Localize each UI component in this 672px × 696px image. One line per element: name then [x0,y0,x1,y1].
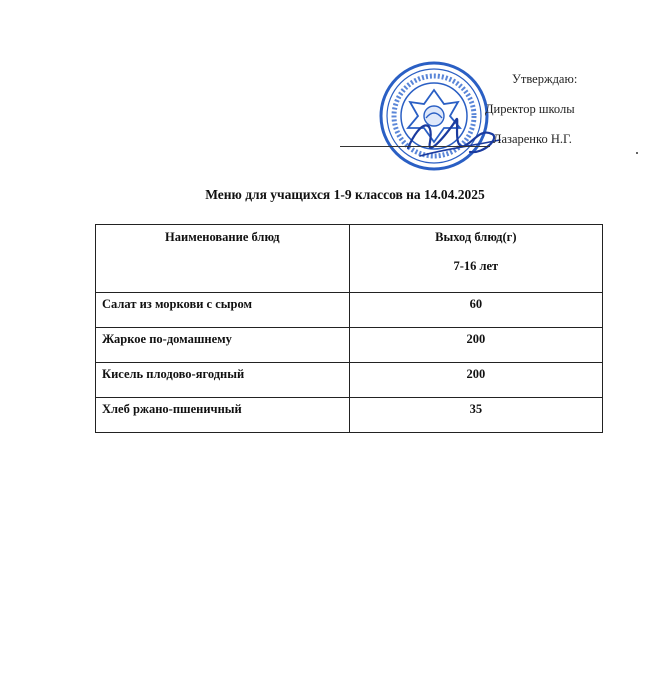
stray-dot [636,152,638,154]
header-yield [349,225,602,293]
table-header-row [96,225,603,293]
dish-yield-cell: 200 [349,363,602,398]
dish-name-cell: Жаркое по-домашнему [96,328,350,363]
table-row [96,398,603,433]
dish-yield-cell: 35 [349,398,602,433]
dish-name-cell: Кисель плодово-ягодный [96,363,350,398]
dish-yield-cell: 60 [349,293,602,328]
table-row [96,293,603,328]
table-row [96,328,603,363]
dish-name-cell: Салат из моркови с сыром [96,293,350,328]
menu-table [95,224,603,433]
dish-yield-cell: 200 [349,328,602,363]
dish-name-cell: Хлеб ржано-пшеничный [96,398,350,433]
director-position: Директор школы [485,102,575,116]
header-dish-name: Наименование блюд [96,225,350,293]
approval-block [340,60,600,180]
approve-label: Утверждаю: [512,72,578,86]
signature-line [340,146,490,147]
page-title: Меню для учащихся 1-9 классов на 14.04.2025 [205,187,485,202]
header-yield-label: Выход блюд(г) [435,230,517,244]
header-age-group: 7-16 лет [453,259,499,273]
table-row [96,363,603,398]
director-name: Лазаренко Н.Г. [493,132,572,146]
